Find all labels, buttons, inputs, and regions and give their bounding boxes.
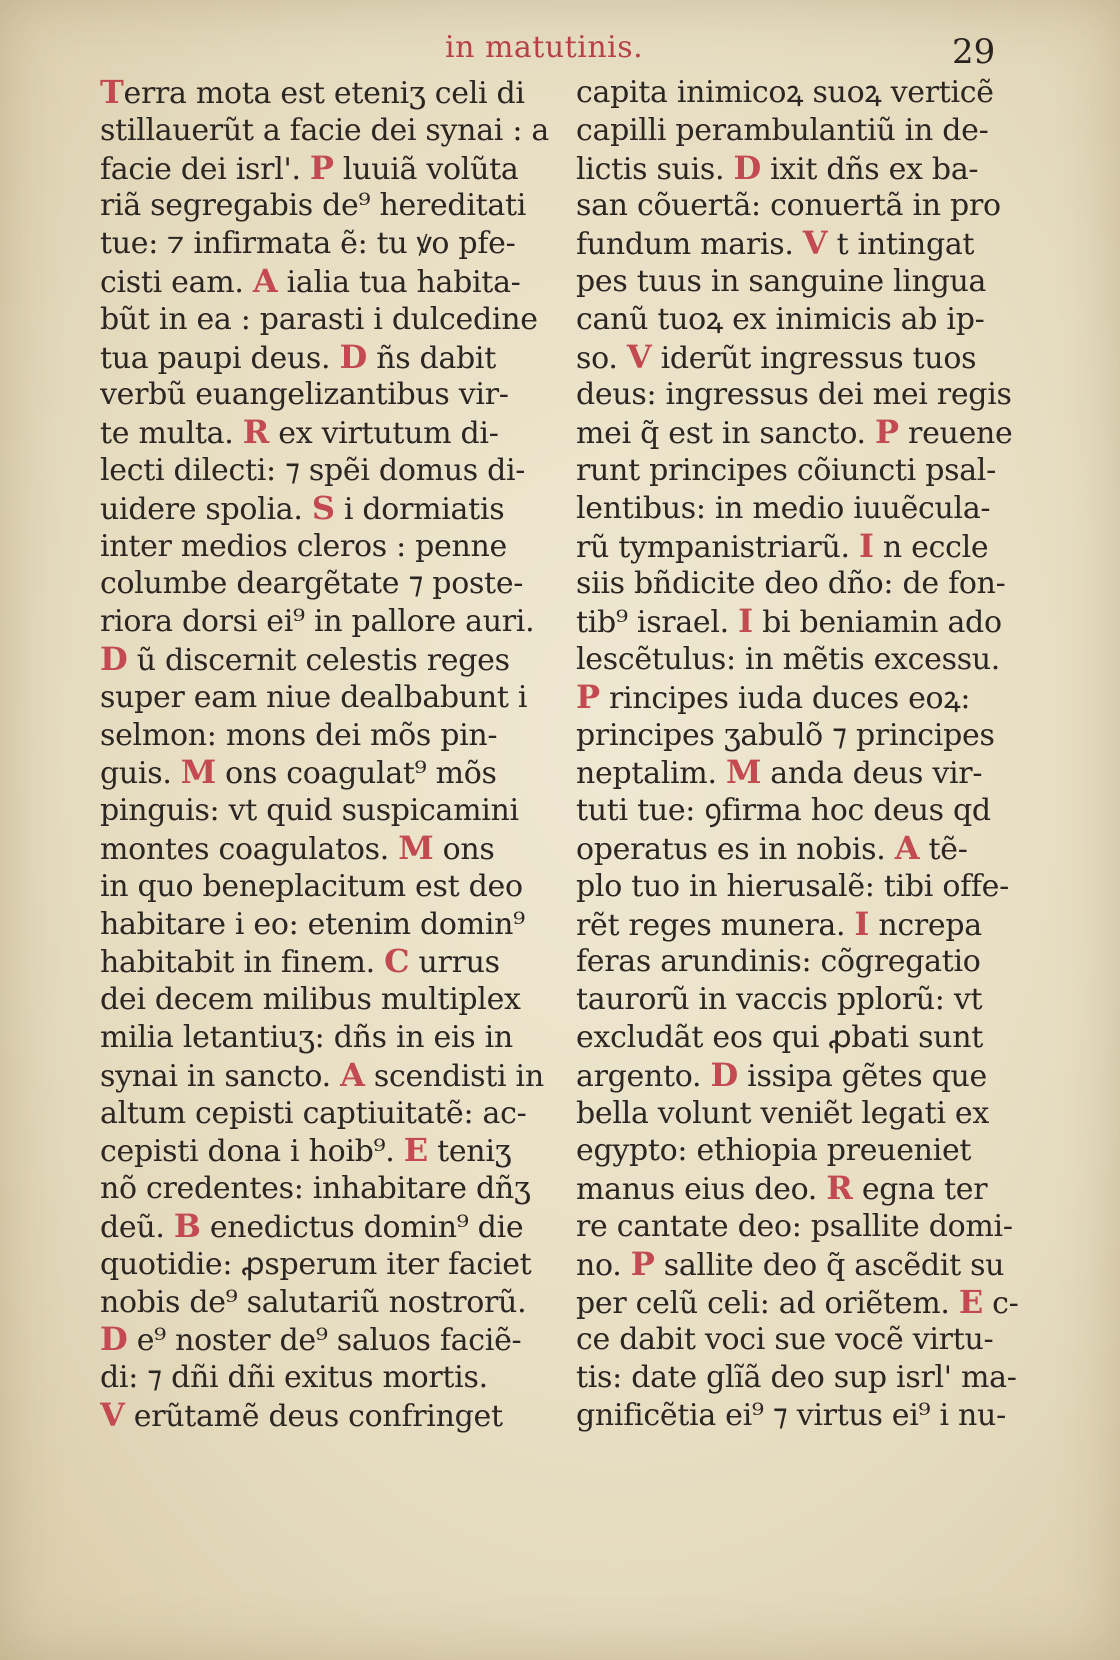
text-line xyxy=(576,74,1031,112)
text-segment: nõ credentes: inhabitare dñʒ xyxy=(100,1171,531,1207)
text-line xyxy=(100,452,555,490)
text-segment: bi beniamin ado xyxy=(752,605,1002,641)
text-line xyxy=(100,1095,555,1133)
left-text-column xyxy=(100,74,555,1435)
text-line xyxy=(100,906,555,944)
text-line xyxy=(576,1132,1031,1170)
text-segment: te multa. xyxy=(100,416,243,452)
text-segment: ce dabit voci sue vocẽ virtu- xyxy=(576,1322,994,1358)
text-segment: in quo beneplacitum est deo xyxy=(100,868,523,904)
text-line xyxy=(100,528,555,566)
text-line xyxy=(576,1284,1031,1322)
text-segment: rincipes iuda duces eoꝝ: xyxy=(599,680,971,716)
text-segment: tis: date glĩã deo sup isrl' ma- xyxy=(576,1360,1017,1396)
text-segment: capilli perambulantiũ in de- xyxy=(576,112,989,148)
text-line xyxy=(100,868,555,906)
text-line xyxy=(576,754,1031,792)
rubricated-initial: R xyxy=(826,1170,853,1208)
text-line xyxy=(576,452,1031,490)
rubricated-initial: V xyxy=(626,338,652,376)
text-segment: re cantate deo: psallite domi- xyxy=(576,1208,1013,1244)
text-line xyxy=(576,943,1031,981)
text-line xyxy=(576,1397,1031,1435)
text-line xyxy=(576,263,1031,301)
text-segment: e⁹ noster de⁹ saluos faciẽ- xyxy=(127,1323,522,1359)
text-segment: taurorũ in vaccis pplorũ: vt xyxy=(576,982,983,1018)
text-line xyxy=(576,603,1031,641)
text-segment: milia letantiuʒ: dñs in eis in xyxy=(100,1019,513,1055)
text-line xyxy=(100,74,555,112)
text-segment: tib⁹ israel. xyxy=(576,605,739,641)
text-segment: tẽ- xyxy=(919,831,968,867)
text-segment: tue: ⁊ infirmata ẽ: tu ꝟo pfe- xyxy=(100,226,516,262)
text-segment: riã segregabis de⁹ hereditati xyxy=(100,188,527,224)
text-segment: urrus xyxy=(409,945,500,981)
text-line xyxy=(576,906,1031,944)
rubricated-initial: P xyxy=(875,414,899,452)
text-line xyxy=(100,112,555,150)
text-line xyxy=(576,830,1031,868)
text-line xyxy=(576,301,1031,339)
text-segment: columbe deargẽtate ⁊ poste- xyxy=(100,566,524,602)
rubricated-initial: A xyxy=(340,1056,365,1094)
text-segment: erra mota est eteniʒ celi di xyxy=(123,76,525,111)
text-segment: scendisti in xyxy=(364,1058,544,1094)
text-line xyxy=(100,225,555,263)
rubricated-initial: D xyxy=(100,1321,128,1359)
text-segment: mei q̃ est in sancto. xyxy=(576,416,876,452)
rubricated-initial: V xyxy=(802,225,828,263)
text-segment: lescẽtulus: in mẽtis excessu. xyxy=(576,641,1001,677)
text-line xyxy=(576,1057,1031,1095)
text-segment: nobis de⁹ salutariũ nostrorũ. xyxy=(100,1284,527,1320)
rubricated-initial: M xyxy=(725,754,762,792)
text-line xyxy=(576,868,1031,906)
text-line xyxy=(100,1019,555,1057)
text-line xyxy=(100,150,555,188)
text-line xyxy=(100,376,555,414)
text-segment: rẽt reges munera. xyxy=(576,907,855,943)
text-segment: per celũ celi: ad oriẽtem. xyxy=(576,1285,959,1321)
text-segment: habitabit in finem. xyxy=(100,945,385,981)
text-segment: quotidie: ꝓsperum iter faciet xyxy=(100,1246,532,1282)
text-line xyxy=(100,754,555,792)
text-segment: riora dorsi ei⁹ in pallore auri. xyxy=(100,604,535,640)
text-segment: ñs dabit xyxy=(366,340,496,376)
text-segment: rũ tympanistriarũ. xyxy=(576,529,859,565)
page-number: 29 xyxy=(952,32,996,72)
text-line xyxy=(576,339,1031,377)
text-segment: guis. xyxy=(100,756,181,792)
text-segment: verbũ euangelizantibus vir- xyxy=(100,377,509,413)
text-line xyxy=(100,263,555,301)
text-segment: manus eius deo. xyxy=(576,1172,827,1208)
text-line xyxy=(576,225,1031,263)
rubricated-initial: M xyxy=(180,754,216,792)
text-line xyxy=(100,943,555,981)
text-line xyxy=(100,565,555,603)
text-line xyxy=(100,1359,555,1397)
text-segment: no. xyxy=(576,1247,631,1283)
text-segment: argento. xyxy=(576,1058,711,1094)
text-line xyxy=(576,187,1031,225)
text-line xyxy=(576,414,1031,452)
text-segment: facie dei isrl'. xyxy=(100,151,310,187)
text-line xyxy=(100,717,555,755)
text-line xyxy=(576,792,1031,830)
text-segment: lentibus: in medio iuuẽcula- xyxy=(576,490,991,526)
text-segment: plo tuo in hierusalẽ: tibi offe- xyxy=(576,868,1009,904)
text-line xyxy=(576,1321,1031,1359)
text-segment: operatus es in nobis. xyxy=(576,831,895,867)
text-line xyxy=(100,1132,555,1170)
text-segment: tuti tue: ꝯfirma hoc deus qd xyxy=(576,793,991,829)
text-segment: teniʒ xyxy=(427,1134,512,1170)
text-line xyxy=(100,679,555,717)
text-line xyxy=(100,1284,555,1322)
text-segment: ialia tua habita- xyxy=(277,264,521,300)
rubricated-initial: I xyxy=(854,905,870,943)
rubricated-initial: T xyxy=(100,74,124,111)
text-segment: deũ. xyxy=(100,1209,174,1245)
text-line xyxy=(100,1246,555,1284)
text-line xyxy=(100,301,555,339)
rubricated-initial: D xyxy=(339,338,367,376)
text-segment: ons coagulat⁹ mõs xyxy=(215,756,497,792)
rubricated-initial: A xyxy=(894,829,920,867)
text-line xyxy=(576,490,1031,528)
text-segment: t intingat xyxy=(827,227,975,263)
text-line xyxy=(100,187,555,225)
text-segment: dei decem milibus multiplex xyxy=(100,982,521,1018)
text-segment: lecti dilecti: ⁊ spẽi domus di- xyxy=(100,452,526,488)
running-head: in matutinis. xyxy=(445,30,644,65)
text-segment: inter medios cleros : penne xyxy=(100,528,507,564)
text-line xyxy=(576,981,1031,1019)
text-line xyxy=(100,414,555,452)
text-segment: c- xyxy=(982,1285,1019,1321)
text-segment: neptalim. xyxy=(576,756,726,792)
text-segment: issipa gẽtes que xyxy=(737,1058,987,1094)
text-line xyxy=(576,112,1031,150)
text-line xyxy=(576,1095,1031,1133)
text-segment: egypto: ethiopia preueniet xyxy=(576,1133,972,1169)
text-segment: so. xyxy=(576,340,627,376)
text-segment: enedictus domin⁹ die xyxy=(200,1209,524,1245)
rubricated-initial: E xyxy=(958,1283,983,1321)
text-segment: san cõuertã: conuertã in pro xyxy=(576,188,1001,224)
text-segment: stillauerũt a facie dei synai : a xyxy=(100,112,549,148)
right-text-column xyxy=(576,74,1031,1435)
text-segment: super eam niue dealbabunt i xyxy=(100,679,528,715)
text-line xyxy=(576,1359,1031,1397)
text-segment: anda deus vir- xyxy=(761,756,983,792)
text-line xyxy=(100,1397,555,1435)
text-line xyxy=(576,717,1031,755)
rubricated-initial: A xyxy=(252,262,278,300)
text-segment: habitare i eo: etenim domin⁹ xyxy=(100,906,525,942)
text-segment: tua paupi deus. xyxy=(100,340,340,376)
text-segment: gnificẽtia ei⁹ ⁊ virtus ei⁹ i nu- xyxy=(576,1397,1006,1433)
text-segment: cisti eam. xyxy=(100,264,253,300)
text-segment: di: ⁊ dñi dñi exitus mortis. xyxy=(100,1360,488,1396)
text-segment: canũ tuoꝝ ex inimicis ab ip- xyxy=(576,301,985,337)
text-line xyxy=(100,490,555,528)
text-segment: uidere spolia. xyxy=(100,491,312,527)
text-line xyxy=(100,1208,555,1246)
rubricated-initial: I xyxy=(858,527,874,565)
text-line xyxy=(100,1170,555,1208)
text-line xyxy=(100,792,555,830)
text-segment: selmon: mons dei mõs pin- xyxy=(100,717,498,753)
text-segment: reuene xyxy=(898,416,1013,452)
text-line xyxy=(576,565,1031,603)
text-segment: montes coagulatos. xyxy=(100,831,399,867)
text-line xyxy=(576,150,1031,188)
text-segment: cepisti dona i hoib⁹. xyxy=(100,1134,404,1170)
rubricated-initial: B xyxy=(173,1207,201,1245)
rubricated-initial: P xyxy=(309,149,334,187)
text-segment: lictis suis. xyxy=(576,151,734,187)
text-segment: siis bñdicite deo dño: de fon- xyxy=(576,566,1006,602)
rubricated-initial: M xyxy=(398,829,434,867)
text-segment: luuiã volũta xyxy=(333,151,519,187)
text-segment: principes ʒabulõ ⁊ principes xyxy=(576,717,995,753)
text-segment: sallite deo q̃ ascẽdit su xyxy=(654,1247,1005,1283)
text-line xyxy=(576,376,1031,414)
text-segment: ons xyxy=(433,831,495,867)
text-segment: ex virtutum di- xyxy=(269,416,499,452)
text-line xyxy=(100,339,555,377)
text-segment: excludãt eos qui ꝓbati sunt xyxy=(576,1019,983,1055)
rubricated-initial: P xyxy=(576,678,600,716)
text-segment: deus: ingressus dei mei regis xyxy=(576,377,1012,413)
text-segment: ixit dñs ex ba- xyxy=(760,151,979,187)
text-segment: iderũt ingressus tuos xyxy=(651,340,977,376)
text-segment: runt principes cõiuncti psal- xyxy=(576,452,996,488)
text-line xyxy=(100,641,555,679)
text-line xyxy=(576,1208,1031,1246)
text-segment: erũtamẽ deus confringet xyxy=(124,1398,503,1434)
text-line xyxy=(576,528,1031,566)
text-line xyxy=(576,1019,1031,1057)
text-line xyxy=(100,830,555,868)
text-segment: egna ter xyxy=(852,1172,988,1208)
rubricated-initial: I xyxy=(738,603,753,641)
rubricated-initial: D xyxy=(100,640,128,678)
text-segment: ũ discernit celestis reges xyxy=(127,642,510,678)
rubricated-initial: D xyxy=(733,149,761,187)
text-segment: i dormiatis xyxy=(334,491,505,527)
rubricated-initial: P xyxy=(630,1245,655,1283)
text-segment: capita inimicoꝝ suoꝝ verticẽ xyxy=(576,75,994,110)
text-line xyxy=(100,603,555,641)
text-segment: fundum maris. xyxy=(576,227,803,263)
text-segment: bũt in ea : parasti i dulcedine xyxy=(100,301,538,337)
text-segment: altum cepisti captiuitatẽ: ac- xyxy=(100,1095,527,1131)
text-line xyxy=(100,981,555,1019)
text-line xyxy=(100,1057,555,1095)
text-line xyxy=(576,1246,1031,1284)
rubricated-initial: E xyxy=(403,1132,428,1170)
text-line xyxy=(576,641,1031,679)
text-segment: pinguis: vt quid suspicamini xyxy=(100,793,519,829)
text-line xyxy=(576,1170,1031,1208)
text-segment: feras arundinis: cõgregatio xyxy=(576,944,981,980)
text-line xyxy=(100,1321,555,1359)
rubricated-initial: R xyxy=(242,414,270,452)
text-segment: synai in sancto. xyxy=(100,1058,341,1094)
text-segment: n eccle xyxy=(873,529,989,565)
text-line xyxy=(576,679,1031,717)
rubricated-initial: S xyxy=(311,489,335,527)
text-segment: ncrepa xyxy=(869,907,982,943)
rubricated-initial: D xyxy=(710,1056,738,1094)
rubricated-initial: V xyxy=(100,1396,125,1434)
text-segment: bella volunt veniẽt legati ex xyxy=(576,1095,989,1131)
rubricated-initial: C xyxy=(384,943,410,981)
text-segment: pes tuus in sanguine lingua xyxy=(576,263,987,299)
